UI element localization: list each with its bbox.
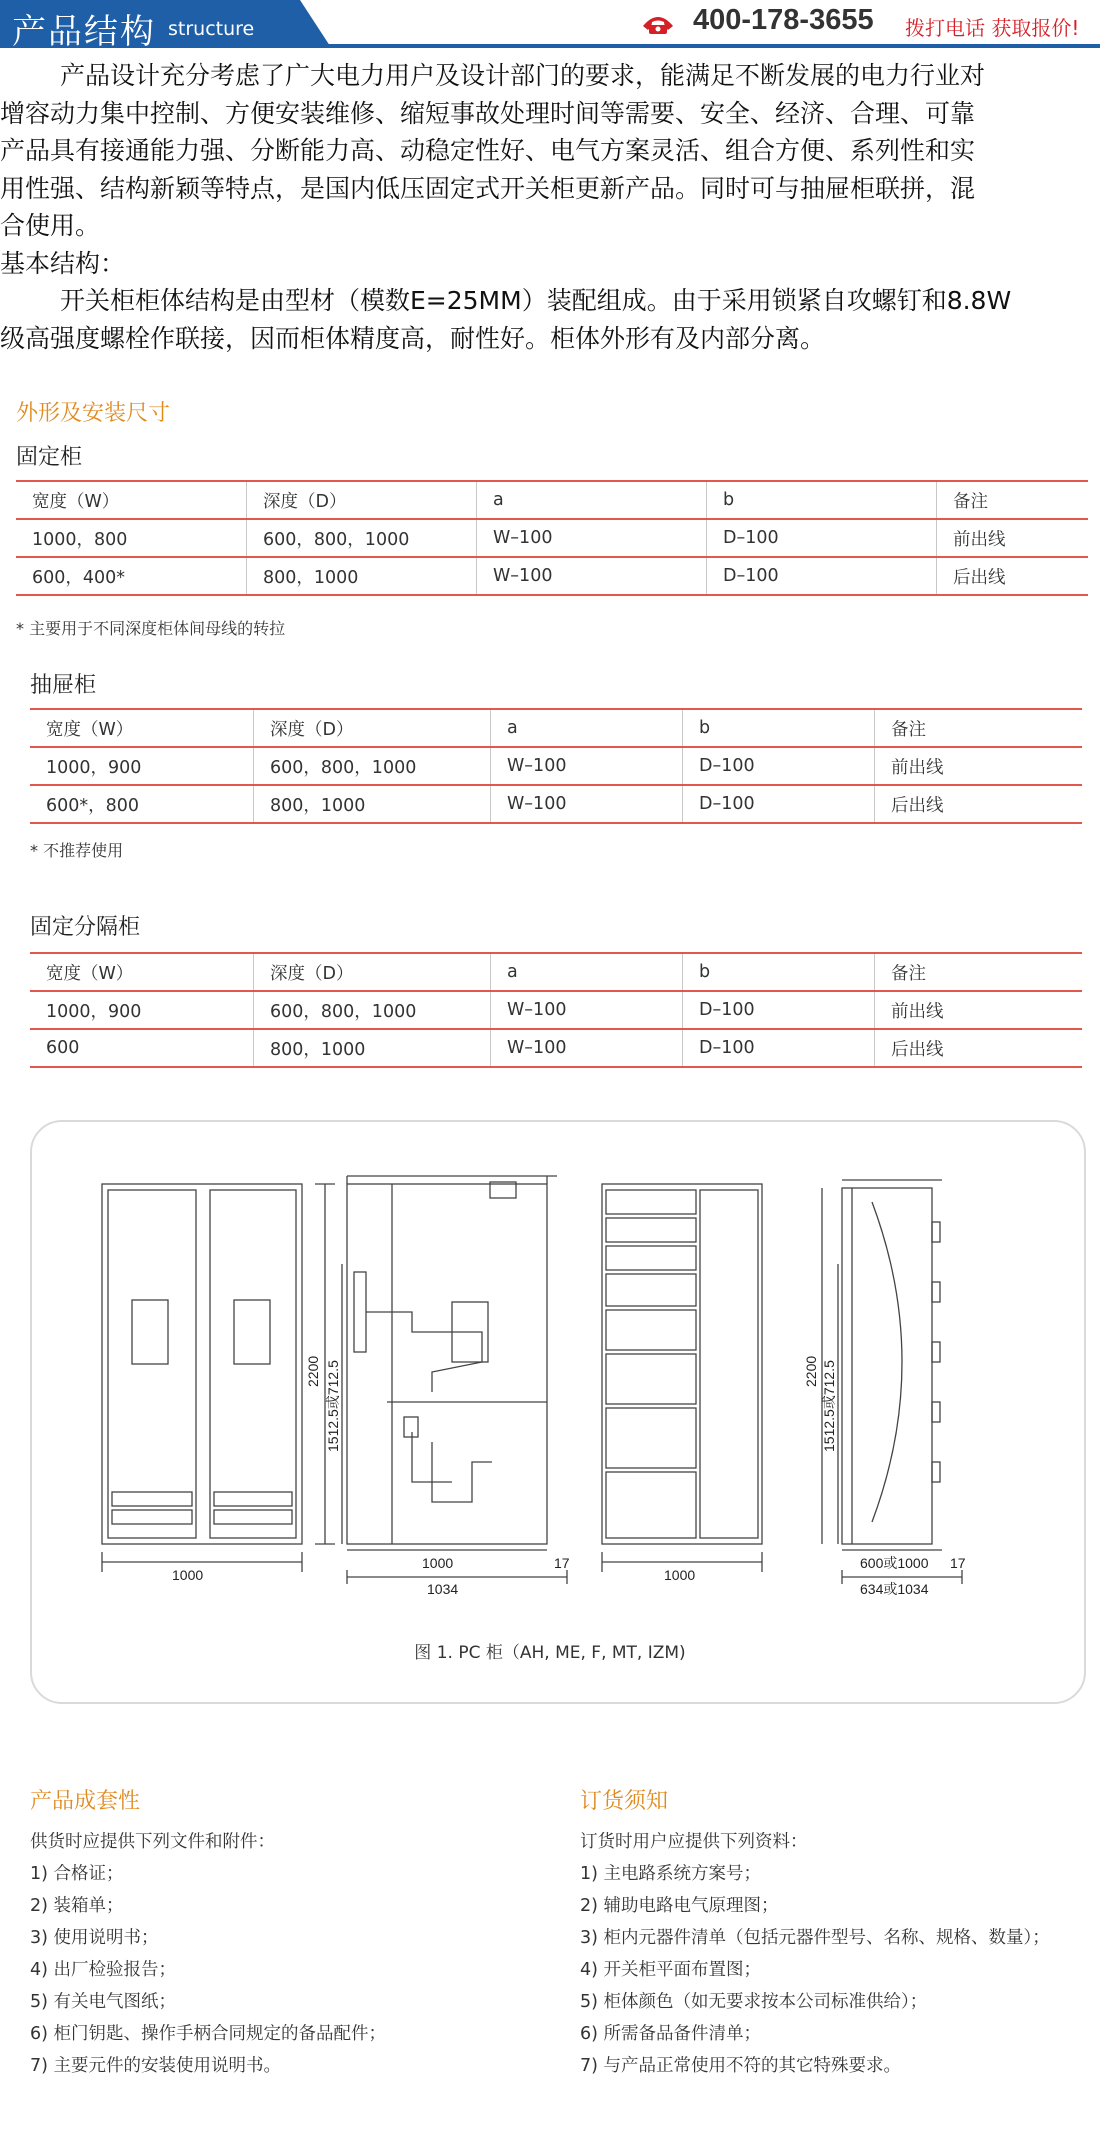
dim-label: 17 [554, 1555, 570, 1571]
table-row [30, 1029, 1082, 1067]
col-header: 备注 [937, 481, 1089, 519]
dim-label: 1512.5或712.5 [821, 1360, 837, 1452]
table-cell: W–100 [477, 519, 707, 557]
order-intro: 订货时用户应提供下列资料： [580, 1832, 808, 1852]
intro-line: 用性强、结构新颖等特点，是国内低压固定式开关柜更新产品。同时可与抽屉柜联拼，混 [0, 173, 976, 203]
dim-label: 600或1000 [860, 1555, 929, 1571]
table-cell: W–100 [491, 991, 683, 1029]
table-cell: 前出线 [875, 991, 1083, 1029]
basic-structure-heading: 基本结构： [0, 248, 126, 278]
spec-table-fixed [16, 480, 1088, 596]
table-cell: 1000，900 [30, 747, 254, 785]
supply-list [30, 1826, 550, 2082]
dim-label: 1000 [664, 1567, 696, 1583]
table-cell: 前出线 [937, 519, 1089, 557]
list-item: 4) 出厂检验报告； [30, 1960, 177, 1980]
col-header: 备注 [875, 953, 1083, 991]
table-cell: 后出线 [875, 1029, 1083, 1067]
list-item: 1) 主电路系统方案号； [580, 1864, 762, 1884]
table-header-row [30, 709, 1082, 747]
table-cell: W–100 [491, 747, 683, 785]
table-cell: 1000，900 [30, 991, 254, 1029]
list-item: 1) 合格证； [30, 1864, 124, 1884]
list-item: 6) 柜门钥匙、操作手柄合同规定的备品配件； [30, 2024, 387, 2044]
table-cell: 800，1000 [254, 785, 491, 823]
side-view [305, 1176, 570, 1597]
intro-line: 合使用。 [0, 211, 101, 240]
table-note: * 不推荐使用 [30, 841, 124, 860]
cabinet-drawing [32, 1122, 1084, 1702]
col-header: a [491, 953, 683, 991]
intro-paragraph [0, 57, 1100, 357]
order-title: 订货须知 [580, 1789, 669, 1814]
table-cell: 600 [30, 1029, 254, 1067]
col-header: 深度（D） [247, 481, 477, 519]
list-item: 6) 所需备品备件清单； [580, 2024, 762, 2044]
list-item: 3) 柜内元器件清单（包括元器件型号、名称、规格、数量）； [580, 1928, 1050, 1948]
col-header: b [707, 481, 937, 519]
table-cell: 600，800，1000 [247, 519, 477, 557]
table-cell: 600，400* [16, 557, 247, 595]
table-cell: 前出线 [875, 747, 1083, 785]
intro-line: 开关柜柜体结构是由型材（模数E=25MM）装配组成。由于采用锁紧自攻螺钉和8.8W [60, 286, 1012, 315]
table-row [30, 991, 1082, 1029]
col-header: 深度（D） [254, 953, 491, 991]
table-cell: W–100 [491, 785, 683, 823]
front-view [102, 1184, 302, 1583]
table-cell: D–100 [683, 747, 875, 785]
col-header: a [491, 709, 683, 747]
hotline-number[interactable]: 400-178-3655 [693, 4, 874, 36]
table-cell: D–100 [683, 1029, 875, 1067]
call-to-action[interactable]: 拨打电话 获取报价! [905, 16, 1080, 40]
header-subtitle: structure [168, 18, 255, 40]
col-header: a [477, 481, 707, 519]
table-cell: 600*，800 [30, 785, 254, 823]
intro-line: 产品设计充分考虑了广大电力用户及设计部门的要求，能满足不断发展的电力行业对 [60, 61, 986, 90]
list-item: 3) 使用说明书； [30, 1928, 159, 1948]
order-list [580, 1826, 1090, 2082]
table-cell: D–100 [707, 519, 937, 557]
table-cell: D–100 [707, 557, 937, 595]
list-item: 7) 与产品正常使用不符的其它特殊要求。 [580, 2056, 902, 2076]
dim-label: 17 [950, 1555, 966, 1571]
table-header-row [30, 953, 1082, 991]
col-header: 备注 [875, 709, 1083, 747]
table-cell: D–100 [683, 785, 875, 823]
figure-caption: 图 1. PC 柜（AH, ME, F, MT, IZM) [414, 1643, 686, 1663]
table-note: * 主要用于不同深度柜体间母线的转拉 [16, 619, 286, 638]
spec-table-drawer [30, 708, 1082, 824]
intro-line: 增容动力集中控制、方便安装维修、缩短事故处理时间等需要、安全、经济、合理、可靠 [0, 98, 976, 128]
dim-label: 1000 [172, 1567, 204, 1583]
table-cell: W–100 [491, 1029, 683, 1067]
dim-label: 634或1034 [860, 1581, 929, 1597]
table-title-partition: 固定分隔柜 [30, 915, 141, 940]
figure-frame [30, 1120, 1086, 1704]
table-cell: 800，1000 [254, 1029, 491, 1067]
dim-label: 1000 [422, 1555, 454, 1571]
table-cell: 后出线 [937, 557, 1089, 595]
supply-intro: 供货时应提供下列文件和附件： [30, 1832, 275, 1852]
table-cell: 800，1000 [247, 557, 477, 595]
intro-line: 产品具有接通能力强、分断能力高、动稳定性好、电气方案灵活、组合方便、系列性和实 [0, 136, 976, 165]
table-title-drawer: 抽屉柜 [30, 673, 97, 698]
table-header-row [16, 481, 1088, 519]
dim-label: 1512.5或712.5 [325, 1360, 341, 1452]
table-row [16, 519, 1088, 557]
phone-icon [640, 6, 676, 36]
table-cell: D–100 [683, 991, 875, 1029]
table-cell: 1000，800 [16, 519, 247, 557]
list-item: 7) 主要元件的安装使用说明书。 [30, 2056, 282, 2076]
table-row [16, 557, 1088, 595]
dim-label: 2200 [803, 1355, 819, 1387]
list-item: 4) 开关柜平面布置图； [580, 1960, 762, 1980]
supply-title: 产品成套性 [30, 1789, 141, 1814]
list-item: 5) 有关电气图纸； [30, 1992, 177, 2012]
list-item: 5) 柜体颜色（如无要求按本公司标准供给）； [580, 1992, 928, 2012]
header-title: 产品结构 [12, 12, 156, 52]
col-header: b [683, 709, 875, 747]
col-header: 宽度（W） [30, 709, 254, 747]
page-header [0, 0, 1100, 50]
list-item: 2) 辅助电路电气原理图； [580, 1896, 779, 1916]
table-title-fixed: 固定柜 [16, 445, 83, 470]
table-cell: 600，800，1000 [254, 991, 491, 1029]
dim-label: 1034 [427, 1581, 459, 1597]
col-header: 深度（D） [254, 709, 491, 747]
table-cell: W–100 [477, 557, 707, 595]
table-cell: 后出线 [875, 785, 1083, 823]
col-header: 宽度（W） [16, 481, 247, 519]
list-item: 2) 装箱单； [30, 1896, 124, 1916]
side-view-right [803, 1180, 966, 1597]
dim-label: 2200 [305, 1355, 321, 1387]
spec-table-partition [30, 952, 1082, 1068]
col-header: b [683, 953, 875, 991]
col-header: 宽度（W） [30, 953, 254, 991]
dims-section-title: 外形及安装尺寸 [16, 401, 171, 426]
table-row [30, 785, 1082, 823]
intro-line: 级高强度螺栓作联接，因而柜体精度高，耐性好。柜体外形有及内部分离。 [0, 323, 826, 353]
table-cell: 600，800，1000 [254, 747, 491, 785]
table-row [30, 747, 1082, 785]
drawer-view [602, 1184, 762, 1583]
header-rule [0, 44, 1100, 48]
